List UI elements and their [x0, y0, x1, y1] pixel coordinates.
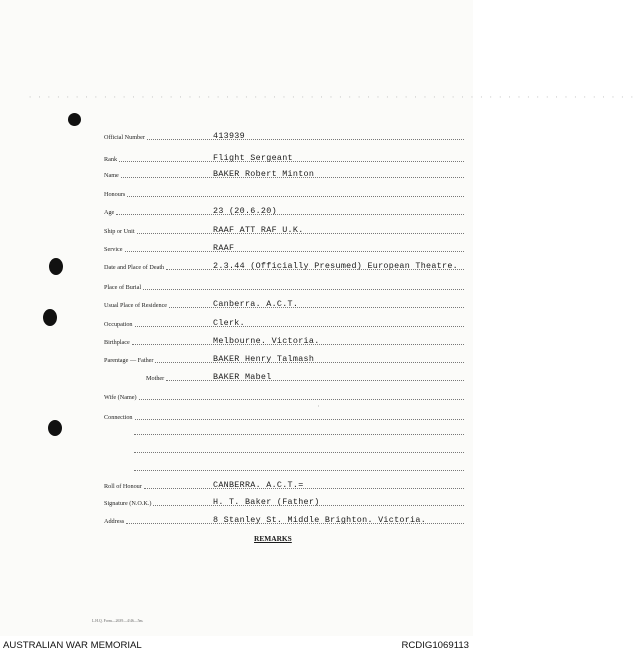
row-mother [104, 369, 464, 383]
connection-continuation-line-2 [134, 452, 464, 453]
value-signature: H. T. Baker (Father) [213, 497, 320, 507]
dotted-line [143, 289, 464, 290]
value-father: BAKER Henry Talmash [213, 354, 315, 364]
value-rank: Flight Sergeant [213, 153, 293, 163]
value-name: BAKER Robert Minton [213, 169, 315, 179]
dotted-line [135, 326, 464, 327]
label-wife: Wife (Name) [104, 394, 137, 401]
row-occupation [104, 315, 464, 329]
row-usual-residence [104, 296, 464, 310]
label-father: Parentage — Father [104, 357, 154, 364]
label-place-of-burial: Place of Burial [104, 284, 142, 291]
footer-institution: AUSTRALIAN WAR MEMORIAL [3, 640, 142, 651]
print-note: L.H.Q. Form—2639—4/46—5m. [92, 619, 144, 623]
row-father [104, 351, 464, 365]
row-name [104, 166, 464, 180]
label-age: Age [104, 209, 115, 216]
dotted-line [144, 488, 464, 489]
label-connection: Connection [104, 414, 133, 421]
dotted-line [116, 214, 464, 215]
value-age: 23 (20.6.20) [213, 206, 277, 216]
label-date-place-death: Date and Place of Death [104, 264, 165, 271]
label-signature: Signature (N.O.K.) [104, 500, 152, 507]
label-official-number: Official Number [104, 134, 145, 141]
row-date-place-death [104, 258, 464, 272]
connection-continuation-line-3 [134, 470, 464, 471]
label-rank: Rank [104, 156, 118, 163]
label-honours: Honours [104, 191, 126, 198]
value-birthplace: Melbourne. Victoria. [213, 336, 320, 346]
value-roll-of-honour: CANBERRA. A.C.T.= [213, 480, 304, 490]
row-signature [104, 494, 464, 508]
dotted-line [125, 251, 464, 252]
row-place-of-burial [104, 278, 464, 292]
row-age [104, 203, 464, 217]
row-official-number [104, 128, 464, 142]
small-mark: ' [318, 406, 319, 411]
faint-header-text: · · · · · · · · · · · · · · · · · · · · · · · · · · · · · · · · · · · · · · · · · · · · · · · · · · · · · · · · · · · · · · · · · [28, 94, 634, 102]
punch-hole-top [68, 113, 81, 126]
row-birthplace [104, 333, 464, 347]
punch-hole-lower [48, 420, 62, 436]
value-usual-residence: Canberra. A.C.T. [213, 299, 299, 309]
label-usual-residence: Usual Place of Residence [104, 302, 168, 309]
row-connection [104, 408, 464, 422]
dotted-line [127, 196, 464, 197]
dotted-line [139, 399, 464, 400]
row-honours [104, 185, 464, 199]
label-name: Name [104, 172, 119, 179]
value-address: 8 Stanley St. Middle Brighton. Victoria. [213, 515, 427, 525]
dotted-line [166, 380, 464, 381]
connection-continuation-line-1 [134, 434, 464, 435]
label-mother: Mother [146, 375, 165, 382]
dotted-line [135, 419, 464, 420]
value-occupation: Clerk. [213, 318, 245, 328]
row-ship-or-unit [104, 222, 464, 236]
row-roll-of-honour [104, 477, 464, 491]
value-ship-or-unit: RAAF ATT RAF U.K. [213, 225, 304, 235]
value-date-place-death: 2.3.44 (Officially Presumed) European Theatre. [213, 261, 458, 271]
value-mother: BAKER Mabel [213, 372, 272, 382]
archive-footer [0, 636, 473, 654]
label-birthplace: Birthplace [104, 339, 130, 346]
row-wife [104, 388, 464, 402]
label-occupation: Occupation [104, 321, 133, 328]
label-service: Service [104, 246, 123, 253]
footer-record-id: RCDIG1069113 [401, 640, 469, 651]
punch-hole-upper [49, 258, 63, 275]
punch-hole-mid [43, 309, 57, 326]
row-address [104, 512, 464, 526]
label-roll-of-honour: Roll of Honour [104, 483, 142, 490]
remarks-heading: REMARKS [254, 534, 292, 543]
row-service [104, 240, 464, 254]
value-official-number: 413939 [213, 131, 245, 141]
row-rank [104, 150, 464, 164]
value-service: RAAF [213, 243, 235, 253]
label-address: Address [104, 518, 125, 525]
label-ship-or-unit: Ship or Unit [104, 228, 135, 235]
dotted-line [147, 139, 464, 140]
